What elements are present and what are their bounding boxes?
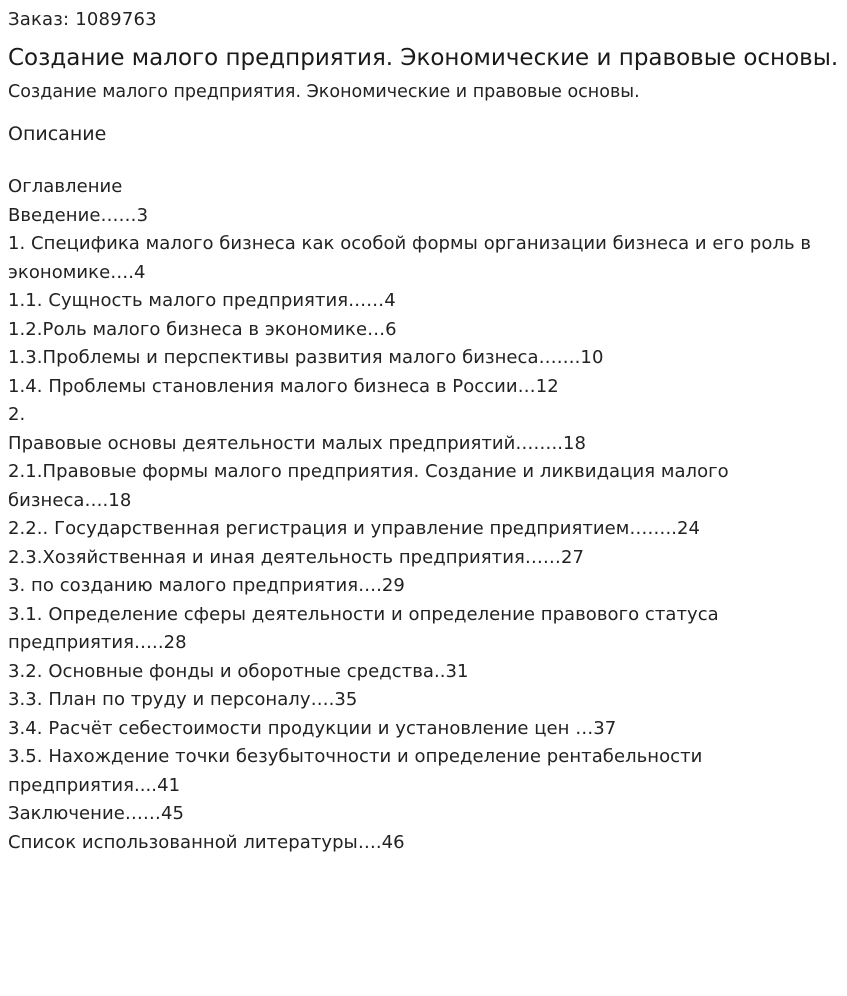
toc-item: 2.: [8, 404, 26, 425]
toc-item: 3. по созданию малого предприятия….29: [8, 575, 405, 596]
page-title: Создание малого предприятия. Экономические и правовые основы.: [8, 45, 839, 71]
description-heading: Описание: [8, 123, 107, 145]
toc-item: 3.4. Расчёт себестоимости продукции и установление цен …37: [8, 717, 617, 739]
toc-item: 2.1.Правовые формы малого предприятия. Создание и ликвидация малого бизнеса….18: [8, 461, 729, 511]
toc-item: 3.1. Определение сферы деятельности и определение правового статуса предприятия…..28: [8, 603, 719, 653]
page-subtitle: Создание малого предприятия. Экономические и правовые основы.: [8, 82, 640, 102]
toc-item: Заключение……45: [8, 803, 184, 824]
toc-item: Введение……3: [8, 204, 149, 226]
toc-item: 3.3. План по труду и персоналу….35: [8, 689, 358, 710]
toc-item: 1.2.Роль малого бизнеса в экономике…6: [8, 318, 397, 340]
toc-heading: Оглавление: [8, 176, 123, 197]
toc-item: Правовые основы деятельности малых предприятий……..18: [8, 432, 587, 454]
toc-item: 3.5. Нахождение точки безубыточности и определение рентабельности предприятия....41: [8, 746, 703, 796]
toc-item: 1.3.Проблемы и перспективы развития малого бизнеса…….10: [8, 347, 604, 368]
toc-item: 1. Специфика малого бизнеса как особой формы организации бизнеса и его роль в экономике….4: [8, 233, 812, 283]
order-number: Заказ: 1089763: [8, 9, 157, 30]
toc-item: 1.1. Сущность малого предприятия……4: [8, 290, 396, 311]
toc-item: 1.4. Проблемы становления малого бизнеса в России…12: [8, 375, 559, 397]
toc-item: 2.2.. Государственная регистрация и управление предприятием……..24: [8, 518, 701, 539]
toc-item: 2.3.Хозяйственная и иная деятельность предприятия……27: [8, 546, 584, 568]
table-of-contents: [8, 173, 839, 857]
toc-item: 3.2. Основные фонды и оборотные средства..31: [8, 660, 469, 682]
toc-item: Список использованной литературы….46: [8, 831, 405, 853]
